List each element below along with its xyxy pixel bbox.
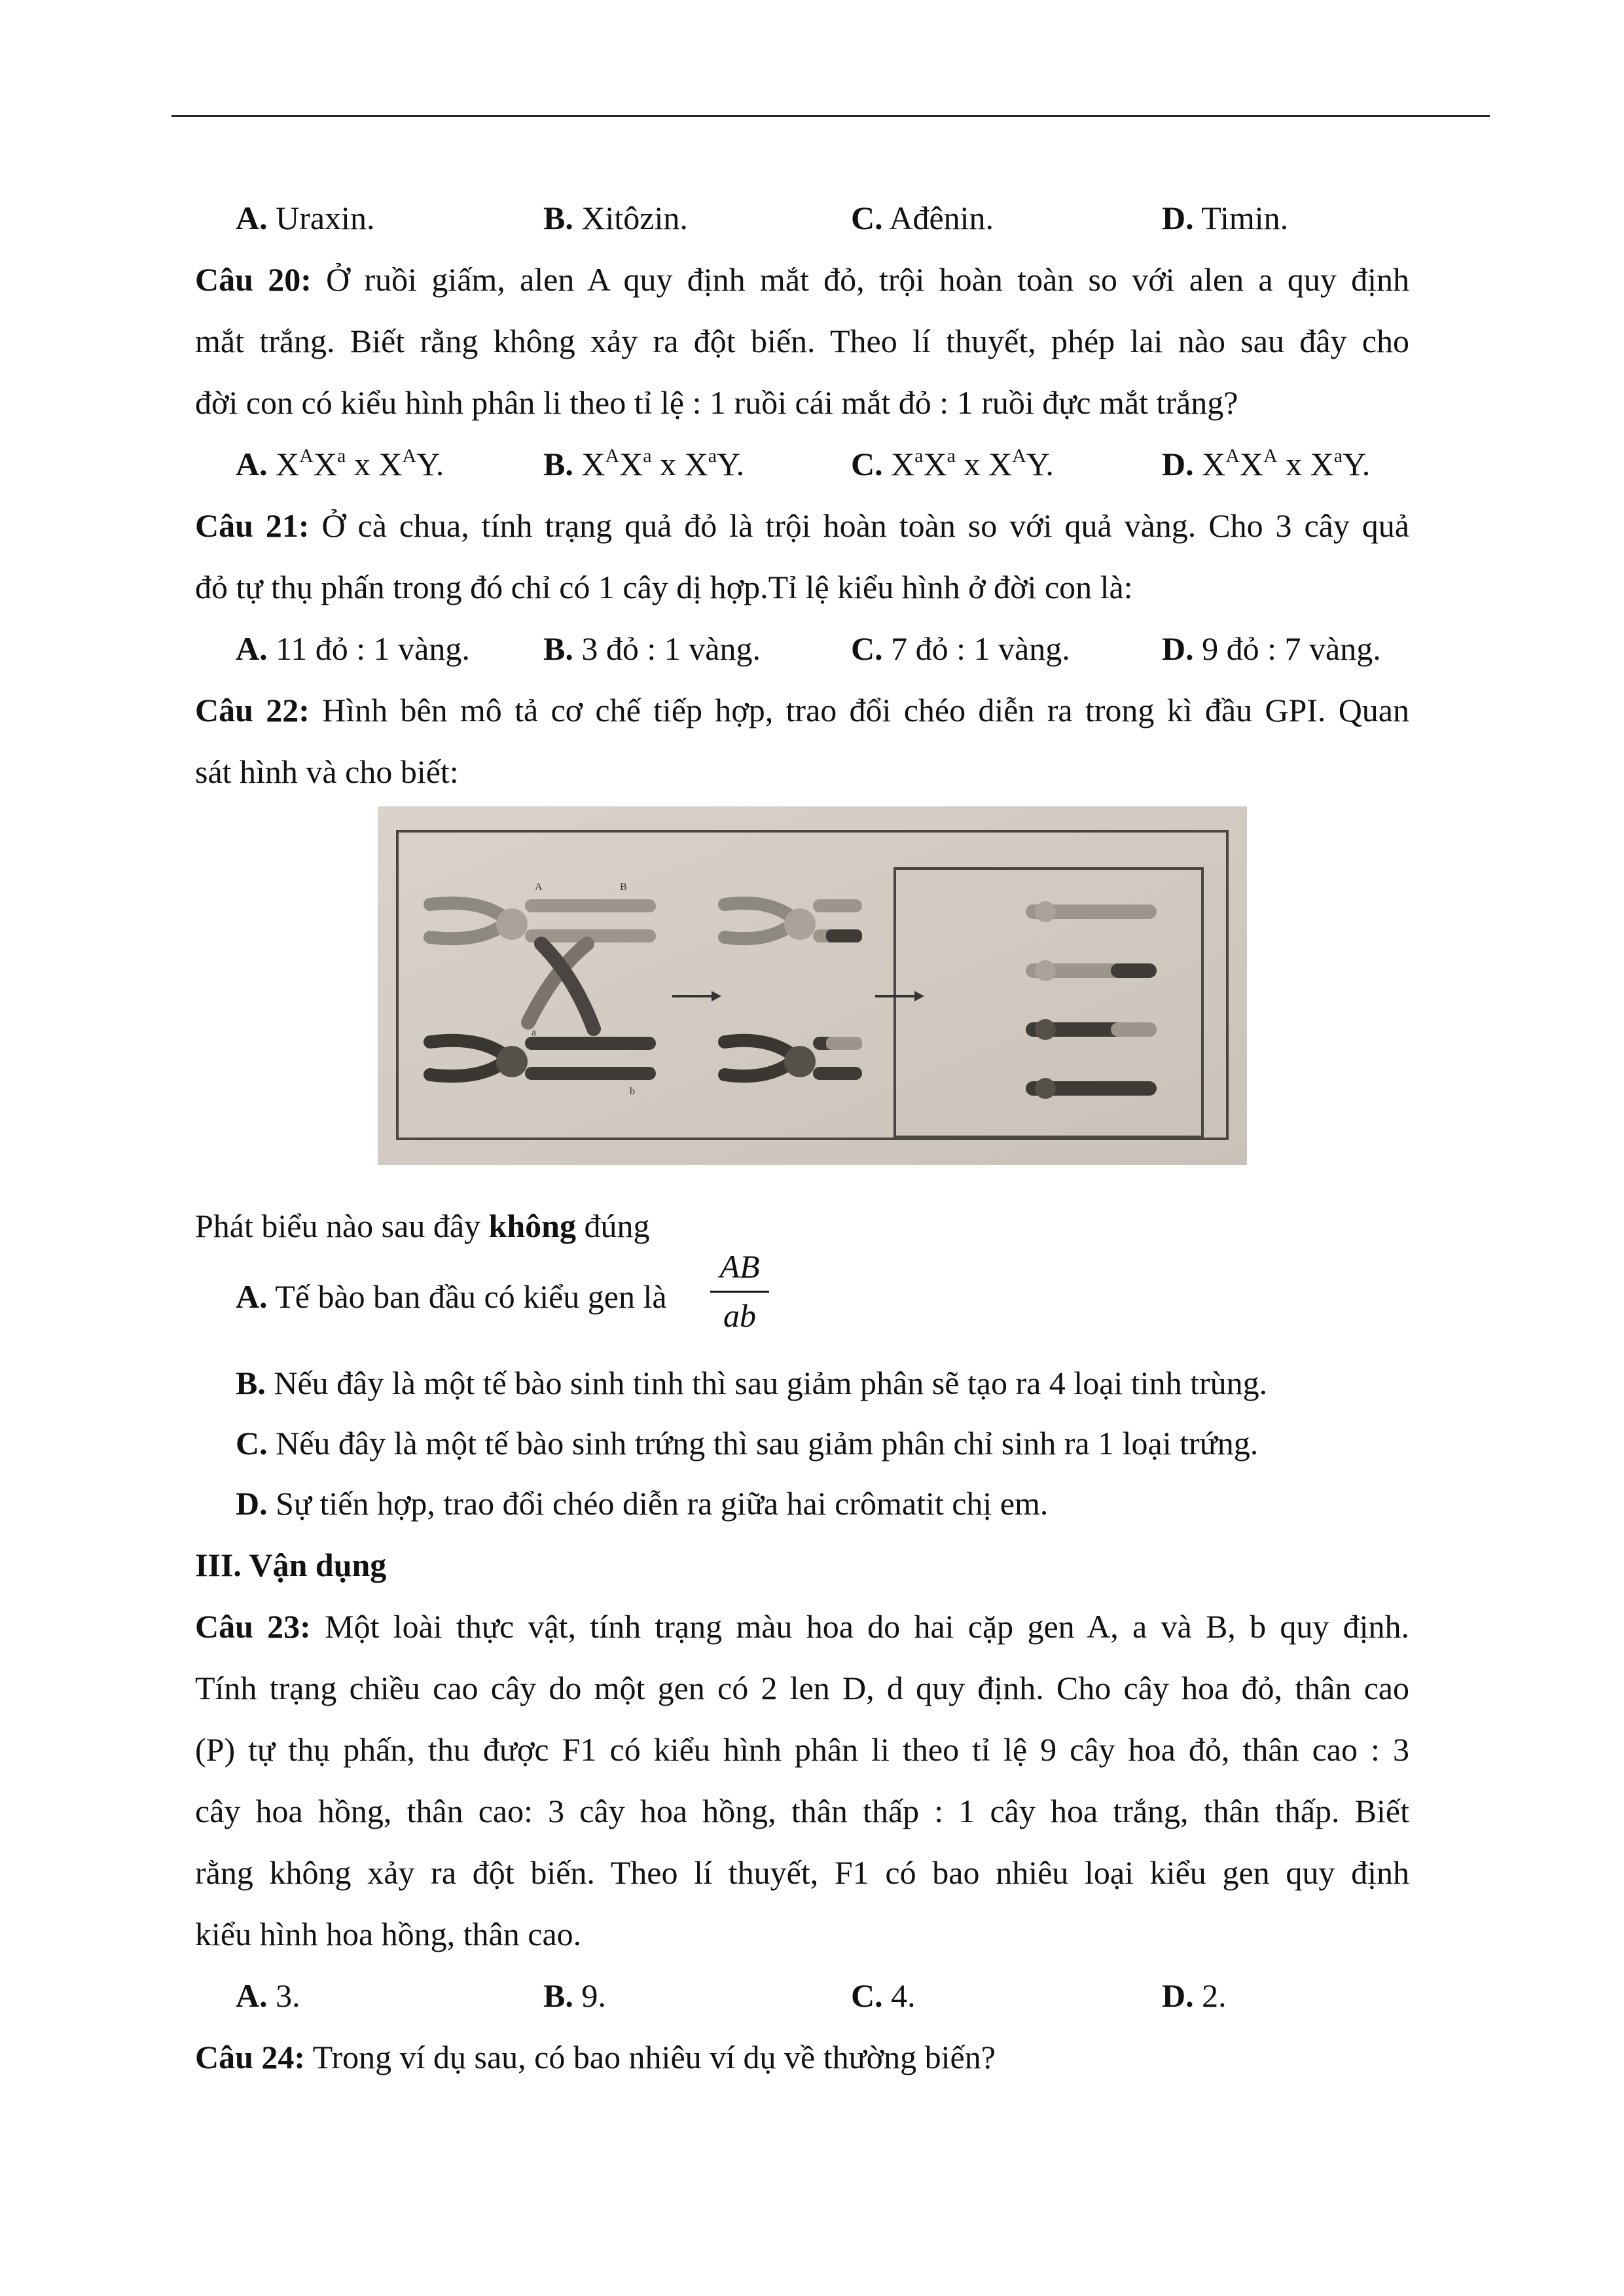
q20-option-a: A. $X^AX^a$ x $X^AY$.: [236, 445, 444, 482]
q20-line-1: Câu 20: Ở ruồi giấm, alen A quy định mắt đỏ, trội hoàn toàn so với alen a quy định: [195, 261, 1409, 298]
header-rule: [171, 115, 1490, 117]
q23-line-4: cây hoa hồng, thân cao: 3 cây hoa hồng, thân thấp : 1 cây hoa trắng, thân thấp. Biết: [195, 1793, 1409, 1829]
q22-option-a: A. Tế bào ban đầu có kiểu gen là: [236, 1278, 667, 1315]
q23-option-b: B. 9.: [543, 1977, 606, 2014]
q23-line-2: Tính trạng chiều cao cây do một gen có 2 len D, d quy định. Cho cây hoa đỏ, thân cao: [195, 1670, 1409, 1706]
q20-line-2: mắt trắng. Biết rằng không xảy ra đột biến. Theo lí thuyết, phép lai nào sau đây cho: [195, 323, 1409, 359]
q19-option-b: B. Xitôzin.: [543, 200, 688, 236]
q22-option-c: C. Nếu đây là một tế bào sinh trứng thì sau giảm phân chỉ sinh ra 1 loại trứng.: [236, 1425, 1259, 1462]
q23-line-1: Câu 23: Một loài thực vật, tính trạng màu hoa do hai cặp gen A, a và B, b quy định.: [195, 1608, 1409, 1645]
q22-line-2: sát hình và cho biết:: [195, 753, 459, 790]
q20-option-c: C. $X^aX^a$ x $X^AY$.: [851, 445, 1054, 482]
q23-option-d: D. 2.: [1162, 1977, 1227, 2014]
q22-option-b: B. Nếu đây là một tế bào sinh tinh thì sau giảm phân sẽ tạo ra 4 loại tinh trùng.: [236, 1365, 1268, 1401]
genotype-fraction: AB ab: [710, 1250, 769, 1332]
q20-option-d: D. $X^AX^A$ x $X^aY$.: [1162, 445, 1371, 482]
section-heading: III. Vận dụng: [195, 1547, 387, 1583]
q21-option-b: B. 3 đỏ : 1 vàng.: [543, 630, 761, 667]
q21-option-d: D. 9 đỏ : 7 vàng.: [1162, 630, 1381, 667]
q23-line-6: kiểu hình hoa hồng, thân cao.: [195, 1916, 582, 1952]
q21-option-a: A. 11 đỏ : 1 vàng.: [236, 630, 470, 667]
svg-text:A: A: [535, 882, 543, 893]
q22-option-d: D. Sự tiến hợp, trao đổi chéo diễn ra giữa hai crômatit chị em.: [236, 1485, 1049, 1522]
svg-text:a: a: [532, 1027, 537, 1038]
q23-option-a: A. 3.: [236, 1977, 300, 2014]
q22-prompt: Phát biểu nào sau đây không đúng: [195, 1208, 650, 1244]
q23-option-c: C. 4.: [851, 1977, 916, 2014]
q22-line-1: Câu 22: Hình bên mô tả cơ chế tiếp hợp, trao đổi chéo diễn ra trong kì đầu GPI. Quan: [195, 692, 1409, 728]
q20-option-b: B. $X^AX^a$ x $X^aY$.: [543, 445, 745, 482]
q23-line-3: (P) tự thụ phấn, thu được F1 có kiểu hình phân li theo tỉ lệ 9 cây hoa đỏ, thân cao : 3: [195, 1731, 1409, 1768]
q19-option-c: C. Ađênin.: [851, 200, 994, 236]
svg-text:b: b: [630, 1086, 635, 1097]
q19-option-a: A. Uraxin.: [236, 200, 375, 236]
q21-line-2: đỏ tự thụ phấn trong đó chỉ có 1 cây dị hợp.Tỉ lệ kiểu hình ở đời con là:: [195, 569, 1133, 605]
q24-line-1: Câu 24: Trong ví dụ sau, có bao nhiêu ví dụ về thường biến?: [195, 2039, 996, 2075]
q21-option-c: C. 7 đỏ : 1 vàng.: [851, 630, 1070, 667]
q19-option-d: D. Timin.: [1162, 200, 1289, 236]
q23-line-5: rằng không xảy ra đột biến. Theo lí thuyết, F1 có bao nhiêu loại kiểu gen quy định: [195, 1854, 1409, 1891]
crossing-over-figure: [378, 806, 1247, 1165]
svg-text:B: B: [620, 882, 627, 893]
q20-line-3: đời con có kiểu hình phân li theo tỉ lệ : 1 ruồi cái mắt đỏ : 1 ruồi đực mắt trắng?: [195, 384, 1238, 421]
q21-line-1: Câu 21: Ở cà chua, tính trạng quả đỏ là trội hoàn toàn so với quả vàng. Cho 3 cây quả: [195, 507, 1409, 544]
